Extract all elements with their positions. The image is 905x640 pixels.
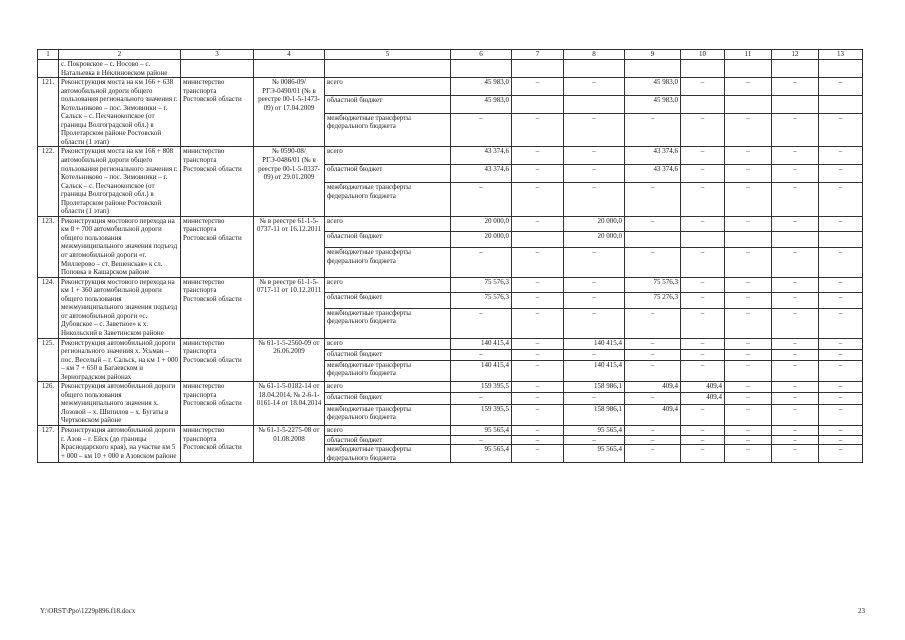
amount-cell: –	[681, 248, 725, 278]
amount-cell: 159 395,5	[451, 404, 512, 425]
amount-cell: 43 374,6	[451, 165, 512, 183]
amount-cell: –	[725, 216, 772, 232]
amount-cell: –	[725, 393, 772, 404]
responsible-org: министерство транспорта Ростовской области	[181, 338, 254, 382]
column-number: 10	[681, 50, 725, 60]
amount-cell: –	[819, 183, 863, 217]
table-row	[38, 78, 863, 96]
object-name: Реконструкция моста на км 166 + 808 автомобильной дороги общего пользования регионального значения г. Котельниково – пос. Зимовники – г. Сальск – с. Песчанокопское (от границы Волгоградской обл.) в Пролетарском районе Ростовской области (1 этап)	[59, 147, 181, 216]
amount-cell: –	[772, 435, 819, 445]
amount-cell: –	[772, 393, 819, 404]
amount-cell: –	[512, 165, 564, 183]
row-number: 123.	[38, 216, 59, 277]
amount-cell: –	[772, 78, 819, 96]
funding-source: всего	[325, 78, 451, 96]
amount-cell: –	[512, 277, 564, 293]
amount-cell: –	[725, 277, 772, 293]
column-number: 1	[38, 50, 59, 60]
amount-cell: 75 276,3	[625, 293, 681, 309]
funding-source: областной бюджет	[325, 393, 451, 404]
amount-cell: –	[772, 349, 819, 360]
amount-cell: –	[681, 425, 725, 435]
expertise-document: № в реестре 61-1-5-0737-11 от 16.12.2011	[254, 216, 325, 277]
amount-cell: –	[725, 425, 772, 435]
amount-cell: –	[625, 248, 681, 278]
funding-source: всего	[325, 382, 451, 393]
amount-cell: –	[819, 165, 863, 183]
funding-source: всего	[325, 277, 451, 293]
responsible-org: министерство транспорта Ростовской области	[181, 78, 254, 147]
amount-cell: –	[451, 183, 512, 217]
amount-cell: –	[512, 425, 564, 435]
amount-cell: 158 986,1	[564, 404, 625, 425]
amount-cell: –	[819, 78, 863, 96]
amount-cell	[725, 232, 772, 248]
continuation-name: с. Покровское – с. Носово – с. Натальевка в Неклиновском районе	[59, 60, 181, 78]
column-number: 8	[564, 50, 625, 60]
amount-cell: –	[819, 393, 863, 404]
amount-cell: –	[564, 183, 625, 217]
amount-cell: –	[819, 308, 863, 338]
amount-cell: 140 415,4	[564, 360, 625, 381]
amount-cell: –	[772, 445, 819, 463]
funding-source: межбюджетные трансферты федерального бюджета	[325, 360, 451, 381]
amount-cell: –	[681, 445, 725, 463]
responsible-org: министерство транспорта Ростовской области	[181, 147, 254, 216]
amount-cell: –	[681, 435, 725, 445]
amount-cell: 20 000,0	[564, 216, 625, 232]
amount-cell: –	[819, 425, 863, 435]
amount-cell	[772, 95, 819, 113]
amount-cell: –	[564, 293, 625, 309]
amount-cell: –	[772, 183, 819, 217]
table-row	[38, 338, 863, 349]
amount-cell: –	[725, 183, 772, 217]
amount-cell: –	[512, 404, 564, 425]
row-number: 122.	[38, 147, 59, 216]
amount-cell: –	[564, 78, 625, 96]
expertise-document: № 61-1-5-0182-14 от 18.04.2014, № 2-6-1-0161-14 от 18.04.2014	[254, 382, 325, 426]
amount-cell: –	[772, 360, 819, 381]
amount-cell: –	[819, 382, 863, 393]
amount-cell: –	[512, 393, 564, 404]
column-number: 13	[819, 50, 863, 60]
row-number: 121.	[38, 78, 59, 147]
funding-source: межбюджетные трансферты федерального бюджета	[325, 404, 451, 425]
amount-cell: 75 576,3	[451, 277, 512, 293]
page-number: 23	[858, 607, 865, 615]
object-name: Реконструкция автомобильной дороги г. Азов – г. Ейск (до границы Краснодарского края), на участке км 5 + 000 – км 10 + 000 в Азовском районе	[59, 425, 181, 462]
funding-source: всего	[325, 338, 451, 349]
amount-cell	[512, 232, 564, 248]
amount-cell: –	[564, 349, 625, 360]
expertise-document: № 0086-09/ РГЭ-0490/01 (№ в реестре 00-1-5-1473-09) от 17.04.2009	[254, 78, 325, 147]
amount-cell: 45 983,0	[451, 95, 512, 113]
amount-cell: –	[512, 382, 564, 393]
amount-cell: 75 576,3	[625, 277, 681, 293]
object-name: Реконструкция мостового перехода на км 0 + 700 автомобильной дороги общего пользования межмуниципального значения подъезд от автомобильной дороги «г. Миллерово – ст. Вешенская» к сл. Поповка в Кашарском районе	[59, 216, 181, 277]
amount-cell: –	[819, 338, 863, 349]
funding-source: всего	[325, 147, 451, 165]
amount-cell: 45 983,0	[451, 78, 512, 96]
funding-source: областной бюджет	[325, 293, 451, 309]
amount-cell: –	[512, 360, 564, 381]
amount-cell: –	[512, 147, 564, 165]
amount-cell: 20 000,0	[451, 216, 512, 232]
amount-cell: –	[681, 147, 725, 165]
amount-cell: –	[681, 293, 725, 309]
amount-cell: 140 415,4	[451, 360, 512, 381]
amount-cell: –	[451, 393, 512, 404]
amount-cell: –	[681, 338, 725, 349]
amount-cell: –	[819, 277, 863, 293]
amount-cell: –	[564, 277, 625, 293]
expertise-document: № в реестре 61-1-5-0717-11 от 10.12.2011	[254, 277, 325, 338]
amount-cell: –	[512, 435, 564, 445]
amount-cell	[681, 95, 725, 113]
amount-cell: –	[819, 404, 863, 425]
funding-source: межбюджетные трансферты федерального бюджета	[325, 183, 451, 217]
amount-cell: –	[725, 293, 772, 309]
table-body	[38, 60, 863, 463]
amount-cell: –	[772, 338, 819, 349]
amount-cell: –	[725, 78, 772, 96]
amount-cell: –	[512, 113, 564, 147]
amount-cell: –	[725, 445, 772, 463]
amount-cell: –	[772, 216, 819, 232]
amount-cell: –	[681, 308, 725, 338]
footer-file-path: Y:\ORST\Ppo\1229p896.f18.docx	[40, 607, 136, 615]
funding-source: областной бюджет	[325, 435, 451, 445]
amount-cell	[819, 232, 863, 248]
amount-cell: –	[819, 147, 863, 165]
table-row	[38, 147, 863, 165]
amount-cell: –	[564, 248, 625, 278]
funding-source: областной бюджет	[325, 349, 451, 360]
amount-cell: 409,4	[625, 382, 681, 393]
amount-cell: –	[725, 113, 772, 147]
amount-cell: –	[772, 293, 819, 309]
responsible-org: министерство транспорта Ростовской области	[181, 425, 254, 462]
funding-source: областной бюджет	[325, 165, 451, 183]
amount-cell: –	[451, 308, 512, 338]
amount-cell: –	[451, 349, 512, 360]
amount-cell: –	[819, 349, 863, 360]
amount-cell: –	[772, 248, 819, 278]
row-number: 127.	[38, 425, 59, 462]
amount-cell: –	[512, 183, 564, 217]
continuation-row	[38, 60, 863, 78]
amount-cell: –	[681, 183, 725, 217]
funding-source: межбюджетные трансферты федерального бюджета	[325, 445, 451, 463]
amount-cell: 159 395,5	[451, 382, 512, 393]
amount-cell: –	[725, 147, 772, 165]
funding-source: областной бюджет	[325, 95, 451, 113]
amount-cell: –	[512, 349, 564, 360]
amount-cell: –	[725, 248, 772, 278]
amount-cell: –	[681, 360, 725, 381]
table-row	[38, 425, 863, 435]
amount-cell: –	[451, 113, 512, 147]
funding-source: всего	[325, 216, 451, 232]
amount-cell: –	[625, 393, 681, 404]
amount-cell: –	[681, 349, 725, 360]
amount-cell	[725, 95, 772, 113]
expertise-document: № 61-1-5-2560-09 от 26.06.2009	[254, 338, 325, 382]
amount-cell: 95 565,4	[564, 445, 625, 463]
amount-cell: 43 374,6	[625, 147, 681, 165]
amount-cell: –	[625, 425, 681, 435]
amount-cell: 75 576,3	[451, 293, 512, 309]
amount-cell	[819, 95, 863, 113]
amount-cell: –	[819, 360, 863, 381]
row-number: 124.	[38, 277, 59, 338]
amount-cell	[512, 95, 564, 113]
amount-cell: –	[681, 277, 725, 293]
column-number-row	[38, 50, 863, 60]
column-number: 3	[181, 50, 254, 60]
amount-cell: 140 415,4	[564, 338, 625, 349]
amount-cell: –	[819, 216, 863, 232]
funding-source: межбюджетные трансферты федерального бюджета	[325, 248, 451, 278]
column-number: 12	[772, 50, 819, 60]
amount-cell: –	[564, 435, 625, 445]
amount-cell: –	[512, 338, 564, 349]
amount-cell: –	[819, 435, 863, 445]
amount-cell: –	[772, 404, 819, 425]
column-number: 7	[512, 50, 564, 60]
amount-cell	[625, 232, 681, 248]
amount-cell: –	[681, 216, 725, 232]
table-row	[38, 382, 863, 393]
amount-cell: –	[625, 435, 681, 445]
amount-cell: –	[625, 349, 681, 360]
amount-cell: 95 565,4	[451, 445, 512, 463]
amount-cell: –	[772, 113, 819, 147]
amount-cell: –	[725, 165, 772, 183]
amount-cell: –	[564, 113, 625, 147]
amount-cell: –	[819, 113, 863, 147]
investment-table	[37, 49, 863, 463]
amount-cell: –	[772, 382, 819, 393]
column-number: 4	[254, 50, 325, 60]
amount-cell: –	[819, 293, 863, 309]
funding-source: межбюджетные трансферты федерального бюджета	[325, 308, 451, 338]
amount-cell: –	[625, 360, 681, 381]
column-number: 5	[325, 50, 451, 60]
amount-cell: –	[819, 248, 863, 278]
amount-cell: 158 986,1	[564, 382, 625, 393]
amount-cell: –	[512, 445, 564, 463]
amount-cell	[681, 232, 725, 248]
row-number: 125.	[38, 338, 59, 382]
amount-cell: –	[451, 248, 512, 278]
amount-cell: –	[819, 445, 863, 463]
amount-cell: –	[512, 216, 564, 232]
expertise-document: № 0590-08/ РГЭ-0486/01 (№ в реестре 00-1-5-0337-09) от 29.01.2009	[254, 147, 325, 216]
amount-cell: –	[512, 293, 564, 309]
amount-cell: 95 565,4	[564, 425, 625, 435]
amount-cell: –	[725, 360, 772, 381]
amount-cell: –	[725, 382, 772, 393]
amount-cell: –	[772, 425, 819, 435]
amount-cell: –	[725, 308, 772, 338]
amount-cell: –	[772, 308, 819, 338]
amount-cell: –	[564, 308, 625, 338]
amount-cell: –	[725, 338, 772, 349]
responsible-org: министерство транспорта Ростовской области	[181, 277, 254, 338]
funding-source: областной бюджет	[325, 232, 451, 248]
amount-cell: 20 000,0	[451, 232, 512, 248]
funding-source: всего	[325, 425, 451, 435]
amount-cell: –	[725, 349, 772, 360]
amount-cell: –	[625, 445, 681, 463]
column-number: 2	[59, 50, 181, 60]
amount-cell: –	[625, 308, 681, 338]
table-row	[38, 216, 863, 232]
expertise-document: № 61-1-5-2275-08 от 01.08.2008	[254, 425, 325, 462]
amount-cell: –	[512, 78, 564, 96]
amount-cell: 43 374,6	[451, 147, 512, 165]
amount-cell: –	[772, 165, 819, 183]
column-number: 11	[725, 50, 772, 60]
amount-cell: –	[564, 147, 625, 165]
amount-cell: 409,4	[625, 404, 681, 425]
amount-cell: –	[625, 216, 681, 232]
row-number: 126.	[38, 382, 59, 426]
object-name: Реконструкция автомобильной дороги регионального значения х. Усьман – пос. Веселый – г. Сальск, на км 1 + 000 – км 7 + 650 в Багаевском и Зерноградском районах	[59, 338, 181, 382]
amount-cell: 45 983,0	[625, 78, 681, 96]
funding-source: межбюджетные трансферты федерального бюджета	[325, 113, 451, 147]
amount-cell	[772, 232, 819, 248]
object-name: Реконструкция моста на км 166 + 638 автомобильной дороги общего пользования регионального значения г. Котельниково – пос. Зимовники – г. Сальск – с. Песчанокопское (от границы Волгоградской обл.) в Пролетарском районе Ростовской области (1 этап)	[59, 78, 181, 147]
amount-cell: –	[681, 165, 725, 183]
amount-cell: –	[625, 183, 681, 217]
amount-cell: –	[681, 113, 725, 147]
amount-cell: –	[512, 248, 564, 278]
amount-cell: –	[681, 78, 725, 96]
table-row	[38, 277, 863, 293]
object-name: Реконструкция автомобильной дороги общего пользования межмуниципального значения х. Лозовой – х. Шипилов – х. Бугаты в Чертковском районе	[59, 382, 181, 426]
amount-cell: –	[564, 165, 625, 183]
amount-cell: 45 983,0	[625, 95, 681, 113]
amount-cell: 95 565,4	[451, 425, 512, 435]
amount-cell: –	[564, 393, 625, 404]
amount-cell: 20 000,0	[564, 232, 625, 248]
amount-cell: 409,4	[681, 382, 725, 393]
amount-cell: –	[772, 147, 819, 165]
amount-cell: –	[625, 113, 681, 147]
amount-cell: –	[451, 435, 512, 445]
amount-cell: –	[512, 308, 564, 338]
amount-cell: –	[625, 338, 681, 349]
amount-cell: –	[681, 404, 725, 425]
amount-cell: 409,4	[681, 393, 725, 404]
amount-cell: 43 374,6	[625, 165, 681, 183]
responsible-org: министерство транспорта Ростовской области	[181, 216, 254, 277]
amount-cell: 140 415,4	[451, 338, 512, 349]
amount-cell: –	[725, 404, 772, 425]
responsible-org: министерство транспорта Ростовской области	[181, 382, 254, 426]
amount-cell	[564, 95, 625, 113]
column-number: 6	[451, 50, 512, 60]
amount-cell: –	[772, 277, 819, 293]
object-name: Реконструкция мостового перехода на км 1 + 360 автомобильной дороги общего пользования межмуниципального значения подъезд от автомобильной дороги «с. Дубовское – с. Заветное» к х. Никольский в Заветинском районе	[59, 277, 181, 338]
amount-cell: –	[725, 435, 772, 445]
column-number: 9	[625, 50, 681, 60]
